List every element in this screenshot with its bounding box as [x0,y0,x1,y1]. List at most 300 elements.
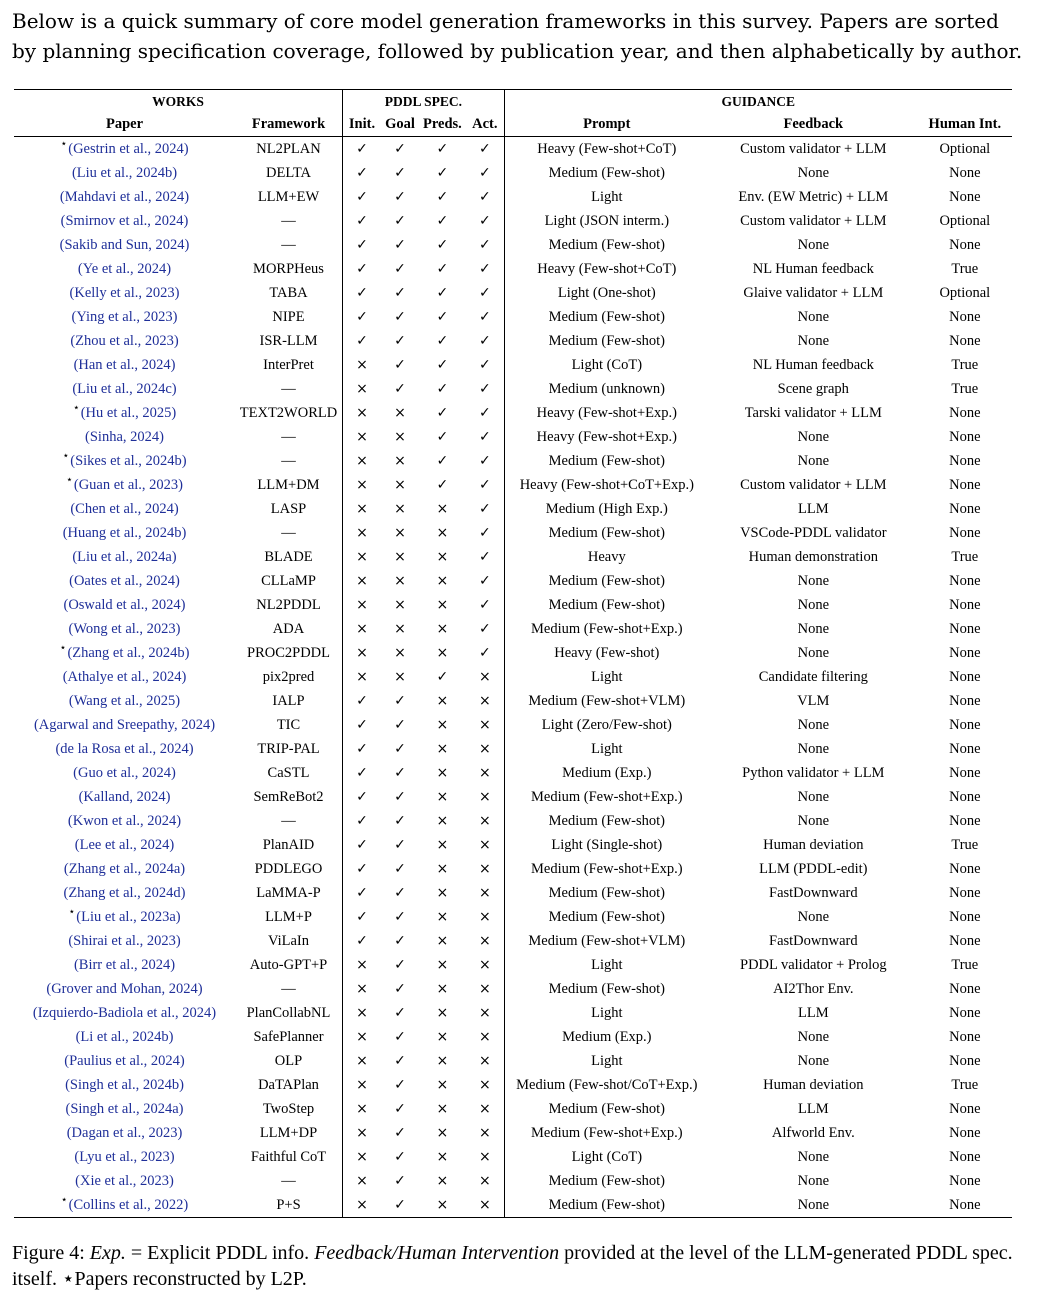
cross-icon-act: × [466,857,505,881]
cross-icon-preds: × [436,933,449,949]
paper-citation-link[interactable]: (Agarwal and Sreepathy, 2024) [33,717,216,733]
paper-citation-link[interactable]: (Birr et al., 2024) [73,957,176,973]
prompt-cell: Medium (High Exp.) [545,501,668,517]
cross-icon-act: × [466,905,505,929]
paper-citation-link[interactable]: (Smirnov et al., 2024) [60,213,189,229]
human-int-cell: None [949,933,981,949]
paper-citation-link[interactable]: (de la Rosa et al., 2024) [55,741,194,757]
cross-icon-goal: × [394,477,406,493]
group-header-row [14,90,1012,114]
paper-citation-link[interactable]: (Han et al., 2024) [73,357,176,373]
paper-citation-link[interactable]: (Grover and Mohan, 2024) [46,981,203,997]
paper-cell [14,1169,235,1193]
prompt-cell: Medium (Few-shot) [548,237,665,253]
feedback-cell: LLM (PDDL-edit) [759,861,868,877]
cross-icon-act: × [466,689,505,713]
check-icon-act: ✓ [466,425,505,449]
cross-icon-init: × [356,669,368,685]
star-icon: ⋆ [60,1194,68,1206]
col-header-init: Init. [343,113,382,137]
check-icon-act: ✓ [466,545,505,569]
cross-icon-act: × [466,1097,505,1121]
cross-icon-act: × [466,1001,505,1025]
framework-cell: — [235,809,343,833]
human-int-cell: None [949,1005,981,1021]
cross-icon-preds: × [436,597,449,613]
check-icon-goal: ✓ [394,693,406,709]
frameworks-table [14,89,1012,1218]
feedback-cell: PDDL validator + Prolog [740,957,887,973]
check-icon-goal: ✓ [394,1101,406,1117]
paper-citation-link[interactable]: (Athalye et al., 2024) [62,669,187,685]
col-header-human: Human Int. [918,113,1012,137]
cross-icon-preds: × [436,1125,449,1141]
paper-citation-link[interactable]: (Sinha, 2024) [85,429,164,445]
prompt-cell: Medium (Few-shot) [548,453,665,469]
prompt-cell: Heavy (Few-shot+CoT) [537,261,677,277]
prompt-cell: Light [591,1053,623,1069]
framework-cell: SafePlanner [235,1025,343,1049]
paper-cell [14,1145,235,1169]
cross-icon-act: × [466,737,505,761]
feedback-cell: None [797,573,830,589]
feedback-cell: LLM [798,1005,829,1021]
check-icon-init: ✓ [356,693,368,709]
framework-cell: — [235,977,343,1001]
table-row [14,737,1012,761]
feedback-cell: Alfworld Env. [771,1125,855,1141]
feedback-cell: None [797,1053,830,1069]
human-int-cell: None [949,645,981,661]
cross-icon-preds: × [436,1173,449,1189]
check-icon-goal: ✓ [394,1005,406,1021]
paper-citation-link[interactable]: (Liu et al., 2024b) [71,165,178,181]
col-header-framework: Framework [235,113,343,137]
cross-icon-goal: × [394,501,406,517]
human-int-cell: None [949,477,981,493]
cross-icon-goal: × [394,645,406,661]
paper-cell [14,617,235,641]
cross-icon-preds: × [419,1193,466,1218]
framework-cell: — [235,233,343,257]
cross-icon-init: × [356,1125,368,1141]
paper-citation-link[interactable]: (Shirai et al., 2023) [68,933,181,949]
table-row [14,161,1012,185]
feedback-cell: None [797,1029,830,1045]
prompt-cell: Medium (Few-shot) [548,333,665,349]
cross-icon-preds: × [436,1029,449,1045]
cross-icon-act: × [466,833,505,857]
feedback-cell: Custom validator + LLM [740,141,887,157]
cross-icon-preds: × [436,957,449,973]
paper-citation-link[interactable]: (Liu et al., 2023a) [76,909,181,925]
paper-cell [14,641,235,665]
prompt-cell: Medium (Few-shot+VLM) [528,693,686,709]
table-row [14,353,1012,377]
feedback-cell: None [797,813,830,829]
human-int-cell: True [951,261,979,277]
check-icon-preds: ✓ [436,285,449,301]
cross-icon-init: × [356,1077,368,1093]
feedback-cell: FastDownward [769,885,858,901]
human-int-cell: None [949,333,981,349]
cross-icon-preds: × [436,837,449,853]
paper-citation-link[interactable]: (Collins et al., 2022) [68,1197,189,1213]
framework-cell: InterPret [235,353,343,377]
table-row [14,425,1012,449]
feedback-cell: Env. (EW Metric) + LLM [738,189,889,205]
paper-citation-link[interactable]: (Oswald et al., 2024) [63,597,186,613]
table-body [14,137,1012,1218]
human-int-cell: True [951,1077,979,1093]
cross-icon-act: × [466,1073,505,1097]
feedback-cell: None [797,717,830,733]
intro-paragraph: Below is a quick summary of core model generation frameworks in this survey. Papers are sorted by planning specification coverage, followed by publication year, and then alphabetically by author. [12,9,1023,63]
works-group-header: WORKS [14,90,343,114]
paper-cell [14,209,235,233]
paper-citation-link[interactable]: (Zhang et al., 2024b) [67,645,190,661]
table-row [14,761,1012,785]
paper-citation-link[interactable]: (Kelly et al., 2023) [69,285,180,301]
feedback-cell: LLM [798,501,829,517]
check-icon-act: ✓ [466,401,505,425]
star-icon: ⋆ [65,474,73,486]
cross-icon-init: × [356,429,368,445]
check-icon-init: ✓ [356,885,368,901]
table-row [14,1121,1012,1145]
feedback-cell: None [797,165,830,181]
framework-cell: TIC [235,713,343,737]
table-row [14,953,1012,977]
cross-icon-init: × [356,453,368,469]
cross-icon-preds: × [436,1053,449,1069]
cross-icon-goal: × [394,621,406,637]
check-icon-goal: ✓ [394,189,406,205]
check-icon-init: ✓ [356,261,368,277]
check-icon-goal: ✓ [394,285,406,301]
cross-icon-preds: × [436,813,449,829]
human-int-cell: None [949,309,981,325]
cross-icon-init: × [356,621,368,637]
paper-cell [14,401,235,425]
framework-cell: Auto-GPT+P [235,953,343,977]
framework-cell: P+S [235,1193,343,1218]
table-row [14,857,1012,881]
table-row [14,329,1012,353]
framework-cell: ViLaIn [235,929,343,953]
paper-cell [14,497,235,521]
cross-icon-init: × [356,981,368,997]
framework-cell: — [235,377,343,401]
paper-citation-link[interactable]: (Xie et al., 2023) [75,1173,174,1189]
table-row [14,1049,1012,1073]
cross-icon-init: × [356,1005,368,1021]
human-int-cell: None [949,1101,981,1117]
framework-cell: pix2pred [235,665,343,689]
prompt-cell: Light [591,189,623,205]
paper-citation-link[interactable]: (Liu et al., 2024a) [72,549,177,565]
paper-citation-link[interactable]: (Hu et al., 2025) [80,405,177,421]
cross-icon-init: × [356,645,368,661]
table-row [14,233,1012,257]
cross-icon-preds: × [436,1005,449,1021]
paper-cell [14,857,235,881]
table-row [14,401,1012,425]
check-icon-act: ✓ [466,569,505,593]
paper-cell [14,473,235,497]
prompt-cell: Medium (Few-shot) [548,885,665,901]
prompt-cell: Light (One-shot) [557,285,656,301]
paper-citation-link[interactable]: (Izquierdo-Badiola et al., 2024) [32,1005,217,1021]
prompt-cell: Medium (Few-shot) [548,813,665,829]
cross-icon-act: × [466,881,505,905]
check-icon-init: ✓ [356,333,368,349]
paper-citation-link[interactable]: (Sikes et al., 2024b) [70,453,187,469]
framework-cell: TRIP-PAL [235,737,343,761]
feedback-cell: Scene graph [777,381,849,397]
check-icon-goal: ✓ [394,333,406,349]
paper-cell [14,785,235,809]
table-row [14,137,1012,162]
feedback-cell: Custom validator + LLM [740,477,887,493]
paper-cell [14,977,235,1001]
prompt-cell: Medium (Few-shot) [548,909,665,925]
check-icon-init: ✓ [356,789,368,805]
cross-icon-init: × [356,1101,368,1117]
feedback-cell: Human deviation [763,837,864,853]
prompt-cell: Light (JSON interm.) [544,213,670,229]
feedback-cell: None [797,1173,830,1189]
prompt-cell: Medium (Few-shot+Exp.) [531,861,683,877]
prompt-cell: Light (CoT) [571,357,643,373]
paper-citation-link[interactable]: (Li et al., 2024b) [75,1029,174,1045]
cross-icon-init: × [356,573,368,589]
paper-citation-link[interactable]: (Mahdavi et al., 2024) [59,189,190,205]
paper-citation-link[interactable]: (Ying et al., 2023) [71,309,178,325]
feedback-cell: Glaive validator + LLM [743,285,884,301]
framework-cell: PlanCollabNL [235,1001,343,1025]
paper-citation-link[interactable]: (Wong et al., 2023) [68,621,181,637]
check-icon-goal: ✓ [394,237,406,253]
human-int-cell: None [949,501,981,517]
framework-cell: NIPE [235,305,343,329]
check-icon-goal: ✓ [394,1029,406,1045]
paper-cell [14,833,235,857]
feedback-cell: None [797,309,830,325]
prompt-cell: Heavy (Few-shot+CoT+Exp.) [519,477,694,493]
check-icon-init: ✓ [356,861,368,877]
paper-cell [14,1025,235,1049]
paper-citation-link[interactable]: (Ye et al., 2024) [77,261,172,277]
feedback-cell: None [797,909,830,925]
framework-cell: CaSTL [235,761,343,785]
paper-citation-link[interactable]: (Gestrin et al., 2024) [68,141,189,157]
check-icon-goal: ✓ [394,165,406,181]
framework-cell: CLLaMP [235,569,343,593]
check-icon-preds: ✓ [436,381,449,397]
prompt-cell: Light [591,1005,623,1021]
feedback-cell: None [797,453,830,469]
paper-citation-link[interactable]: (Chen et al., 2024) [70,501,179,517]
human-int-cell: Optional [939,285,991,301]
framework-cell: ISR-LLM [235,329,343,353]
check-icon-init: ✓ [356,813,368,829]
prompt-cell: Medium (Few-shot) [548,597,665,613]
human-int-cell: None [949,909,981,925]
paper-citation-link[interactable]: (Oates et al., 2024) [69,573,180,589]
cross-icon-init: × [356,1173,368,1189]
paper-citation-link[interactable]: (Paulius et al., 2024) [64,1053,185,1069]
paper-cell [14,569,235,593]
feedback-cell: None [797,597,830,613]
check-icon-goal: ✓ [394,213,406,229]
framework-cell: IALP [235,689,343,713]
paper-citation-link[interactable]: (Guo et al., 2024) [73,765,176,781]
check-icon-goal: ✓ [394,141,406,157]
cross-icon-preds: × [436,621,449,637]
table-row [14,545,1012,569]
cross-icon-init: × [356,501,368,517]
check-icon-act: ✓ [466,617,505,641]
paper-citation-link[interactable]: (Singh et al., 2024a) [65,1101,184,1117]
cross-icon-init: × [356,1053,368,1069]
paper-cell [14,881,235,905]
human-int-cell: None [949,1053,981,1069]
check-icon-init: ✓ [356,837,368,853]
paper-cell [14,521,235,545]
check-icon-preds: ✓ [436,309,449,325]
paper-citation-link[interactable]: (Liu et al., 2024c) [72,381,177,397]
table-row [14,569,1012,593]
table-row [14,809,1012,833]
prompt-cell: Heavy (Few-shot+CoT) [537,141,677,157]
paper-cell [14,689,235,713]
paper-cell [14,257,235,281]
paper-citation-link[interactable]: (Zhou et al., 2023) [70,333,179,349]
table-row [14,209,1012,233]
framework-cell: DELTA [235,161,343,185]
prompt-cell: Light (Single-shot) [551,837,663,853]
cross-icon-init: × [356,477,368,493]
feedback-cell: None [797,237,830,253]
feedback-cell: AI2Thor Env. [773,981,854,997]
feedback-cell: None [797,1149,830,1165]
paper-cell [14,809,235,833]
paper-cell [14,593,235,617]
human-int-cell: None [949,981,981,997]
check-icon-act: ✓ [466,185,505,209]
paper-cell [14,377,235,401]
cross-icon-preds: × [436,525,449,541]
paper-citation-link[interactable]: (Sakib and Sun, 2024) [59,237,190,253]
check-icon-goal: ✓ [381,1193,419,1218]
check-icon-preds: ✓ [436,429,449,445]
framework-cell: LLM+EW [235,185,343,209]
cross-icon-goal: × [394,429,406,445]
cross-icon-preds: × [436,885,449,901]
human-int-cell: None [949,885,981,901]
paper-citation-link[interactable]: (Lyu et al., 2023) [74,1149,175,1165]
check-icon-act: ✓ [466,209,505,233]
framework-cell: LASP [235,497,343,521]
cross-icon-act: × [466,761,505,785]
check-icon-act: ✓ [466,257,505,281]
cross-icon-preds: × [436,1077,449,1093]
cross-icon-preds: × [436,501,449,517]
prompt-cell: Heavy (Few-shot+Exp.) [536,405,677,421]
feedback-cell: Custom validator + LLM [740,213,887,229]
check-icon-goal: ✓ [394,1173,406,1189]
framework-cell: — [235,521,343,545]
table-row [14,1145,1012,1169]
check-icon-preds: ✓ [436,405,449,421]
human-int-cell: None [949,1029,981,1045]
col-header-preds: Preds. [419,113,466,137]
star-icon: ⋆ [72,402,80,414]
human-int-cell: Optional [939,213,991,229]
prompt-cell: Heavy [587,549,626,565]
check-icon-preds: ✓ [436,477,449,493]
check-icon-init: ✓ [356,741,368,757]
check-icon-act: ✓ [466,497,505,521]
check-icon-goal: ✓ [394,765,406,781]
framework-cell: LLM+P [235,905,343,929]
paper-citation-link[interactable]: (Dagan et al., 2023) [66,1125,183,1141]
prompt-cell: Light [591,741,623,757]
framework-cell: TwoStep [235,1097,343,1121]
cross-icon-goal: × [394,453,406,469]
table-row [14,689,1012,713]
paper-cell [14,233,235,257]
cross-icon-act: × [466,977,505,1001]
paper-citation-link[interactable]: (Singh et al., 2024b) [65,1077,184,1093]
cross-icon-act: × [466,953,505,977]
human-int-cell: None [949,405,981,421]
paper-citation-link[interactable]: (Zhang et al., 2024a) [63,861,186,877]
check-icon-act: ✓ [466,137,505,162]
human-int-cell: None [949,453,981,469]
paper-citation-link[interactable]: (Lee et al., 2024) [74,837,175,853]
prompt-cell: Medium (Exp.) [562,765,652,781]
framework-cell: BLADE [235,545,343,569]
paper-cell [14,137,235,162]
paper-citation-link[interactable]: (Guan et al., 2023) [73,477,183,493]
cross-icon-preds: × [436,741,449,757]
caption-star-icon: ⋆ [62,1268,75,1290]
framework-cell: — [235,449,343,473]
paper-citation-link[interactable]: (Huang et al., 2024b) [62,525,187,541]
cross-icon-goal: × [394,405,406,421]
check-icon-goal: ✓ [394,1149,406,1165]
check-icon-preds: ✓ [436,357,449,373]
paper-citation-link[interactable]: (Kalland, 2024) [78,789,171,805]
check-icon-goal: ✓ [394,789,406,805]
prompt-cell: Medium (Few-shot) [548,981,665,997]
star-icon: ⋆ [59,642,67,654]
prompt-cell: Light (CoT) [571,1149,643,1165]
paper-citation-link[interactable]: (Kwon et al., 2024) [67,813,182,829]
cross-icon-init: × [356,549,368,565]
feedback-cell: NL Human feedback [752,261,874,277]
paper-citation-link[interactable]: (Wang et al., 2025) [68,693,181,709]
check-icon-preds: ✓ [436,213,449,229]
human-int-cell: None [949,573,981,589]
feedback-cell: Candidate filtering [758,669,868,685]
cross-icon-goal: × [394,525,406,541]
cross-icon-act: × [466,929,505,953]
framework-cell: LLM+DM [235,473,343,497]
paper-citation-link[interactable]: (Zhang et al., 2024d) [63,885,186,901]
